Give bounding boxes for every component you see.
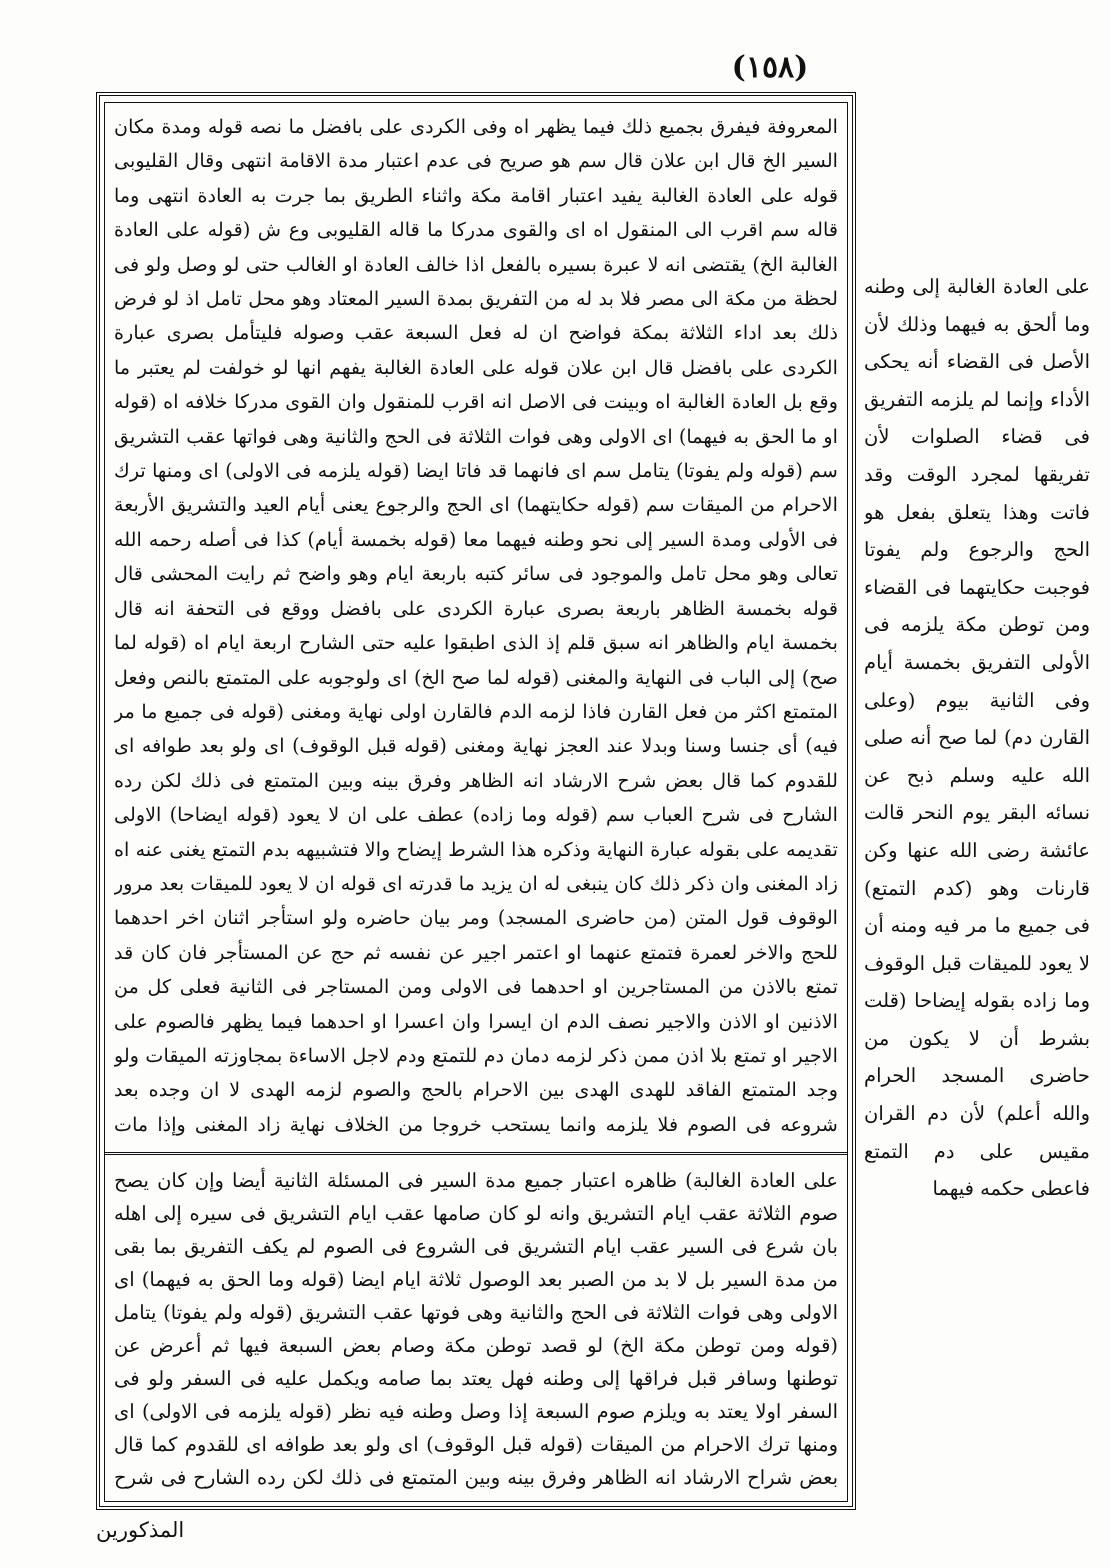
margin-matn-text: على العادة الغالبة إلى وطنه وما ألحق به فيهما وذلك لأن الأصل فى القضاء أنه يحكى الأداء وإنما لم يلزمه التفريق فى قضاء الصلوات لأن تفريقها لمجرد الوقت وقد فاتت وهذا يتعلق بفعل هو الحج والرجوع ولم يفوتا فوجبت حكايتهما فى القضاء ومن توطن مكة يلزمه فى الأولى التفريق بخمسة أيام وفى الثانية بيوم (وعلى القارن دم) لما صح أنه صلى الله عليه وسلم ذبح عن نسائه البقر يوم النحر قالت عائشة رضى الله عنها وكن قارنات وهو (كدم التمتع) فى جميع ما مر فيه ومنه أن لا يعود للميقات قبل الوقوف وما زاده بقوله إيضاحا (قلت بشرط أن لا يكون من حاضرى المسجد الحرام والله أعلم) لأن دم القران مقيس على دم التمتع فاعطى حكمه فيهما (864, 275, 1090, 1201)
footnote-text: على العادة الغالبة) ظاهره اعتبار جميع مدة السير فى المسئلة الثانية أيضا وإن كان يصح صوم الثلاثة عقب ايام التشريق وانه لو كان صامها عقب ايام التشريق فى سيره إلى اهله بان شرع فى السير عقب ايام التشريق فى الشروع فى الصوم لم يكف التفريق بما بقى من مدة السير بل لا بد من الصبر بعد الوصول ثلاثة ايام ايضا (قوله وما الحق به فيهما) اى الاولى وهى فوات الثلاثة فى الحج والثانية وهى فوتها عقب التشريق (قوله ولم يفوتا) يتامل (قوله ومن توطن مكة الخ) لو قصد توطن مكة وصام بعض السبعة فيها ثم أعرض عن توطنها وسافر قبل فراقها إلى وطنه فهل يعتد بما صامه ويكمل عليه فى السفر ولو فى السفر اولا يعتد به ويلزم صوم السبعة إذا وصل وطنه فيه نظر (قوله يلزمه فى الاولى) اى ومنها ترك الاحرام من الميقات (قوله قبل الوقوف) اى ولو بعد طوافه اى للقدوم كما قال بعض شراح الارشاد انه الظاهر وفرق بينه وبين المتمتع فى ذلك لكن رده الشارح فى شرح (114, 1169, 838, 1489)
catchword: المذكورين (96, 1518, 185, 1542)
footnote-divider (104, 1152, 848, 1155)
main-commentary-text: المعروفة فيفرق بجميع ذلك فيما يظهر اه وفى الكردى على بافضل ما نصه قوله ومدة مكان السير الخ قال ابن علان قال سم هو صريح فى عدم اعتبار مدة الاقامة انتهى وقال القليوبى قوله على العادة الغالبة يفيد اعتبار اقامة مكة واثناء الطريق بما جرت به العادة انتهى وما قاله سم اقرب الى المنقول اه اى والقوى مدركا ما قاله القليوبى وع ش (قوله على العادة الغالبة الخ) يقتضى انه لا عبرة بسيره بالفعل اذا خالف العادة او الغالب حتى لو وصل ولو فى لحظة من مكة الى مصر فلا بد له من التفريق بمدة السير المعتاد وهو محل تامل اذ لو فرض ذلك بعد اداء الثلاثة بمكة فواضح ان له فعل السبعة عقب وصوله فليتأمل بصرى عبارة الكردى على بافضل قال ابن علان قوله على العادة الغالبة يفهم انها لو خولفت لم يعتبر ما وقع بل العادة الغالبة اه وبينت فى الاصل انه اقرب للمنقول وان القوى مدركا خلافه اه (قوله او ما الحق به فيهما) اى الاولى وهى فوات الثلاثة فى الحج والثانية وهى فواتها عقب التشريق سم (قوله ولم يفوتا) يتامل سم اى فانهما قد فاتا ايضا (قوله يلزمه فى الاولى) اى ومنها ترك الاحرام من الميقات سم (قوله حكايتهما) اى الحج والرجوع يعنى أيام العيد والتشريق الأربعة فى الأولى ومدة السير إلى نحو وطنه فيهما معا (قوله بخمسة أيام) كذا فى أصله رحمه الله تعالى وهو محل تامل والموجود فى سائر كتبه باربعة ايام وهو واضح ثم رايت المحشى قال قوله بخمسة الظاهر باربعة بصرى عبارة الكردى على بافضل ووقع فى التحفة انه قال بخمسة ايام والظاهر انه سبق قلم إذ الذى اطبقوا عليه حتى الشارح اربعة ايام اه (قوله لما صح) إلى الباب فى النهاية والمغنى (قوله لما صح الخ) اى ولوجوبه على المتمتع بالنص وفعل المتمتع اكثر من فعل القارن فاذا لزمه الدم فالقارن اولى نهاية ومغنى (قوله فى جميع ما مر فيه) أى جنسا وسنا وبدلا عند العجز نهاية ومغنى (قوله قبل الوقوف) اى ولو بعد طوافه اى للقدوم كما قال بعض شرح الارشاد انه الظاهر وفرق بينه وبين المتمتع فى ذلك لكن رده الشارح فى شرح العباب سم (قوله وما زاده) عطف على ان لا يعود (قوله ايضاحا) الاولى تقديمه على بقوله عبارة النهاية وذكره هذا الشرط إيضاح والا فتشبيهه بدم التمتع يغنى عنه اه زاد المغنى وان ذكر ذلك كان ينبغى له ان يزيد ما قدرته اى قوله ان لا يعود للميقات بعد مرور الوقوف قول المتن (من حاضرى المسجد) ومر بيان حاضره ولو استأجر اثنان اخر احدهما للحج والاخر لعمرة فتمتع عنهما او اعتمر اجير عن نفسه ثم حج عن المستأجر فان كان قد تمتع بالاذن من المستاجرين او احدهما فى الاولى ومن المستاجر فى الثانية فعلى كل من الاذنين او الاذن والاجير نصف الدم ان ايسرا وان اعسرا او احدهما فيما يظهر فالصوم على الاجير او تمتع بلا اذن ممن ذكر لزمه دمان دم للتمتع ودم لاجل الاساءة بمجاوزته الميقات ولو وجد المتمتع الفاقد للهدى الهدى بين الاحرام بالحج والصوم لزمه الهدى لا ان وجده بعد شروعه فى الصوم فلا يلزمه وانما يستحب خروجا من الخلاف نهاية زاد المغنى وإذا مات (114, 115, 838, 1136)
page-number: (١٥٨) (731, 50, 809, 85)
